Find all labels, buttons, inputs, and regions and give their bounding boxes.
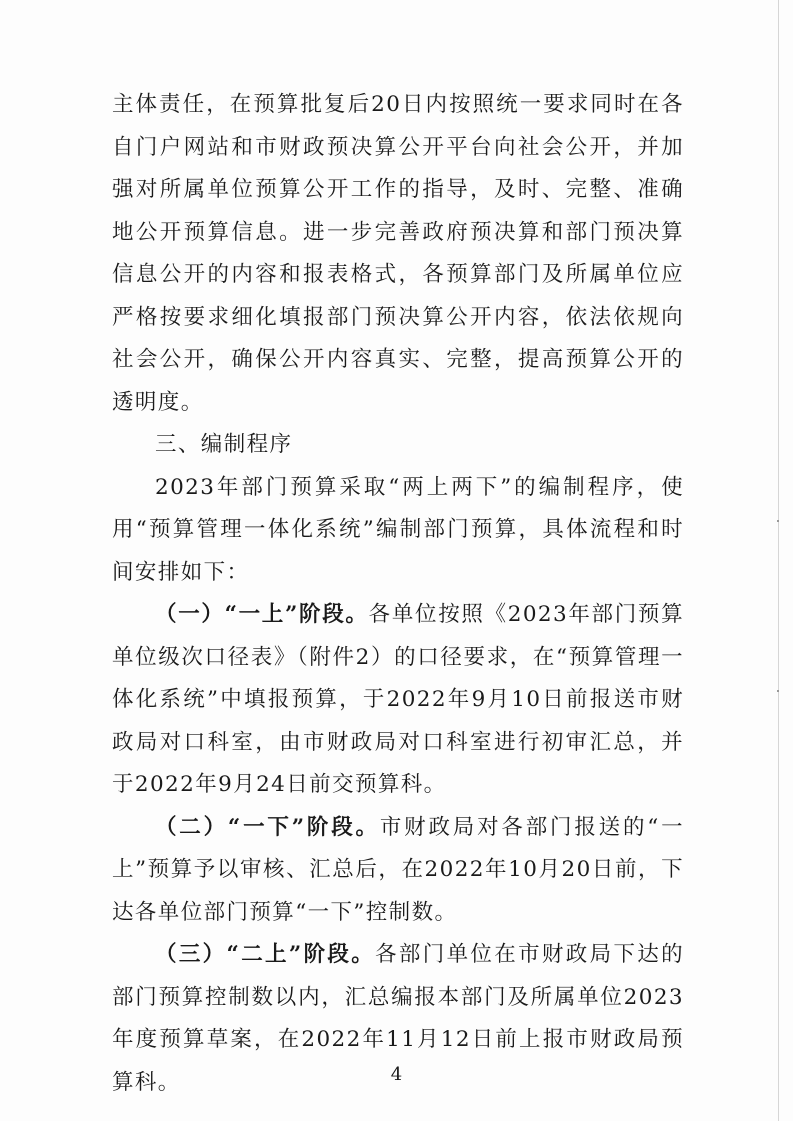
paragraph-procedure-intro: 2023年部门预算采取“两上两下”的编制程序，使用“预算管理一体化系统”编制部门预算，具体流程和时间安排如下： — [112, 474, 684, 585]
stage-1-text: 各单位按照《2023年部门预算单位级次口径表》（附件2）的口径要求，在“预算管理一体化系统”中填报预算，于2022年9月10日前报送市财政局对口科室，由市财政局对口科室进行初审汇总，并于2022年9月24日前交预算科。 — [112, 602, 685, 797]
scan-mark — [777, 520, 779, 522]
section-heading: 三、编制程序 — [155, 432, 293, 457]
stage-2-lead: （二）“一下”阶段。 — [155, 814, 380, 840]
page-number: 4 — [390, 1064, 403, 1085]
scan-edge-line — [778, 0, 779, 1121]
document-body — [112, 84, 684, 1104]
scan-mark — [777, 690, 779, 692]
paragraph-stage-2 — [112, 807, 684, 935]
stage-2-text: 市财政局对各部门报送的“一上”预算予以审核、汇总后，在2022年10月20日前，下达各单位部门预算“一下”控制数。 — [112, 814, 684, 925]
paragraph-stage-1 — [112, 594, 684, 807]
stage-3-text: 各部门单位在市财政局下达的部门预算控制数以内，汇总编报本部门及所属单位2023年度预算草案，在2022年11月12日前上报市财政局预算科。 — [112, 942, 685, 1095]
stage-1-lead: （一）“一上”阶段。 — [155, 602, 369, 627]
stage-3-lead: （三）“二上”阶段。 — [155, 942, 376, 967]
paragraph-continuation: 主体责任，在预算批复后20日内按照统一要求同时在各自门户网站和市财政预决算公开平台向社会公开，并加强对所属单位预算公开工作的指导，及时、完整、准确地公开预算信息。进一步完善政府预决算和部门预决算信息公开的内容和报表格式，各预算部门及所属单位应严格按要求细化填报部门预决算公开内容，依法依规向社会公开，确保公开内容真实、完整，提高预算公开的透明度。 — [112, 92, 684, 415]
